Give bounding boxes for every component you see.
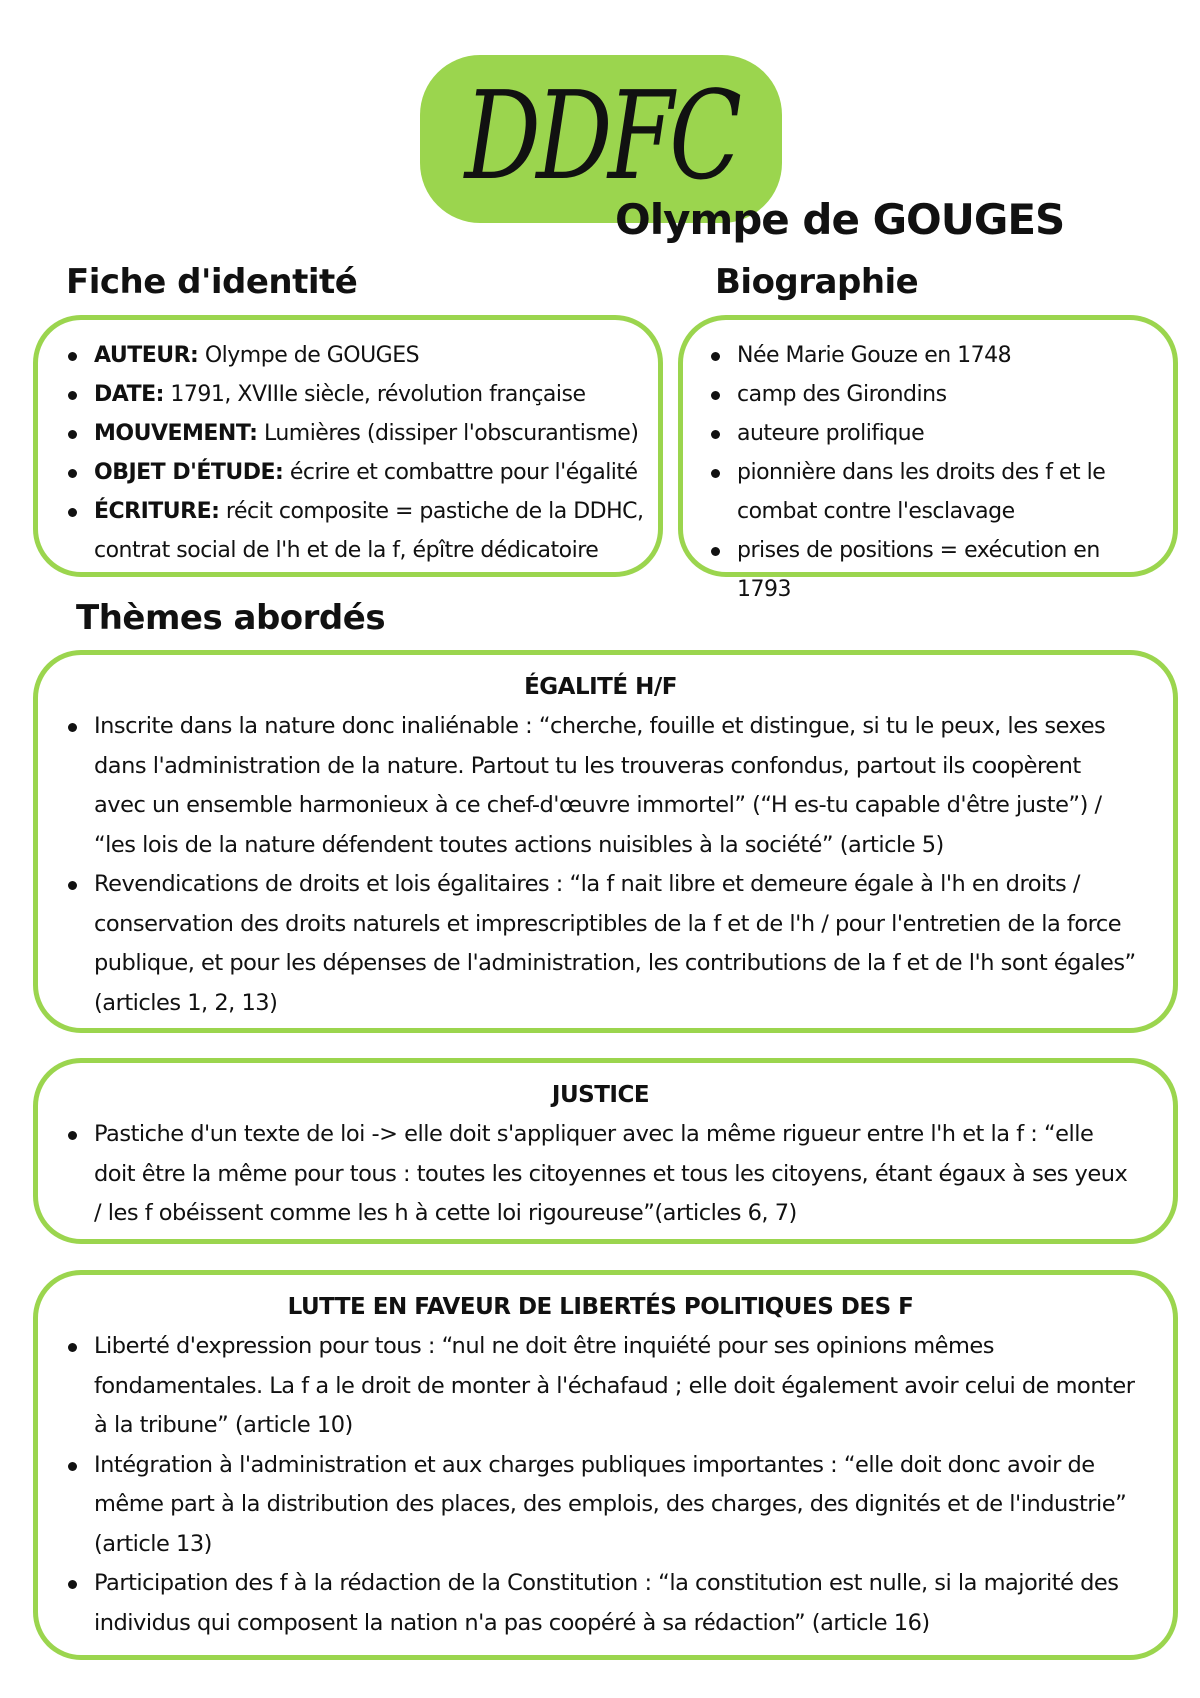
justice-heading: JUSTICE	[551, 1082, 650, 1108]
liberties-item: Participation des f à la rédaction de la Constitution : “la constitution est nulle, si la majorité des individus qui composent la nation n'a pas coopéré à sa rédaction” (article 16)	[64, 1564, 1137, 1643]
identity-item: MOUVEMENT: Lumières (dissiper l'obscurantisme)	[64, 414, 648, 453]
identity-item: ÉCRITURE: récit composite = pastiche de la DDHC, contrat social de l'h et de la f, épître dédicatoire	[64, 492, 648, 570]
identity-item: AUTEUR: Olympe de GOUGES	[64, 336, 648, 375]
biography-item: Née Marie Gouze en 1748	[707, 336, 1155, 375]
identity-title: Fiche d'identité	[66, 262, 358, 302]
identity-item: DATE: 1791, XVIIIe siècle, révolution française	[64, 375, 648, 414]
biography-item: camp des Girondins	[707, 375, 1155, 414]
biography-item: pionnière dans les droits des f et le combat contre l'esclavage	[707, 453, 1155, 531]
biography-item: prises de positions = exécution en 1793	[707, 531, 1155, 609]
biography-title: Biographie	[715, 262, 919, 302]
justice-item: Pastiche d'un texte de loi -> elle doit s'appliquer avec la même rigueur entre l'h et la f : “elle doit être la même pour tous : toutes les citoyennes et tous les citoyens, étant égaux à ses yeux / les f obéissent comme les h à cette loi rigoureuse”(articles 6, 7)	[64, 1115, 1137, 1234]
justice-card	[33, 1058, 1178, 1244]
identity-card	[33, 315, 663, 577]
liberties-heading: LUTTE EN FAVEUR DE LIBERTÉS POLITIQUES DES F	[287, 1294, 914, 1320]
liberties-item: Intégration à l'administration et aux charges publiques importantes : “elle doit donc avoir de même part à la distribution des places, des emplois, des charges, des dignités et de l'industrie” (article 13)	[64, 1446, 1137, 1565]
themes-title: Thèmes abordés	[76, 598, 386, 638]
identity-item: OBJET D'ÉTUDE: écrire et combattre pour l'égalité	[64, 453, 648, 492]
biography-card	[678, 315, 1178, 602]
equality-item: Inscrite dans la nature donc inaliénable : “cherche, fouille et distingue, si tu le peux, les sexes dans l'administration de la nature. Partout tu les trouveras confondus, partout ils coopèrent avec un ensemble harmonieux à ce chef-d'œuvre immortel” (“H es-tu capable d'être juste”) / “les lois de la nature défendent toutes actions nuisibles à la société” (article 5)	[64, 707, 1137, 865]
liberties-card	[33, 1270, 1178, 1660]
equality-card	[33, 650, 1178, 1033]
author-name: Olympe de GOUGES	[615, 195, 1065, 244]
page-title: DDFC	[464, 65, 738, 207]
equality-item: Revendications de droits et lois égalitaires : “la f nait libre et demeure égale à l'h en droits / conservation des droits naturels et imprescriptibles de la f et de l'h / pour l'entretien de la force publique, et pour les dépenses de l'administration, les contributions de la f et de l'h sont égales” (articles 1, 2, 13)	[64, 865, 1137, 1023]
biography-item: auteure prolifique	[707, 414, 1155, 453]
liberties-item: Liberté d'expression pour tous : “nul ne doit être inquiété pour ses opinions mêmes fondamentales. La f a le droit de monter à l'échafaud ; elle doit également avoir celui de monter à la tribune” (article 10)	[64, 1327, 1137, 1446]
equality-heading: ÉGALITÉ H/F	[524, 674, 677, 700]
